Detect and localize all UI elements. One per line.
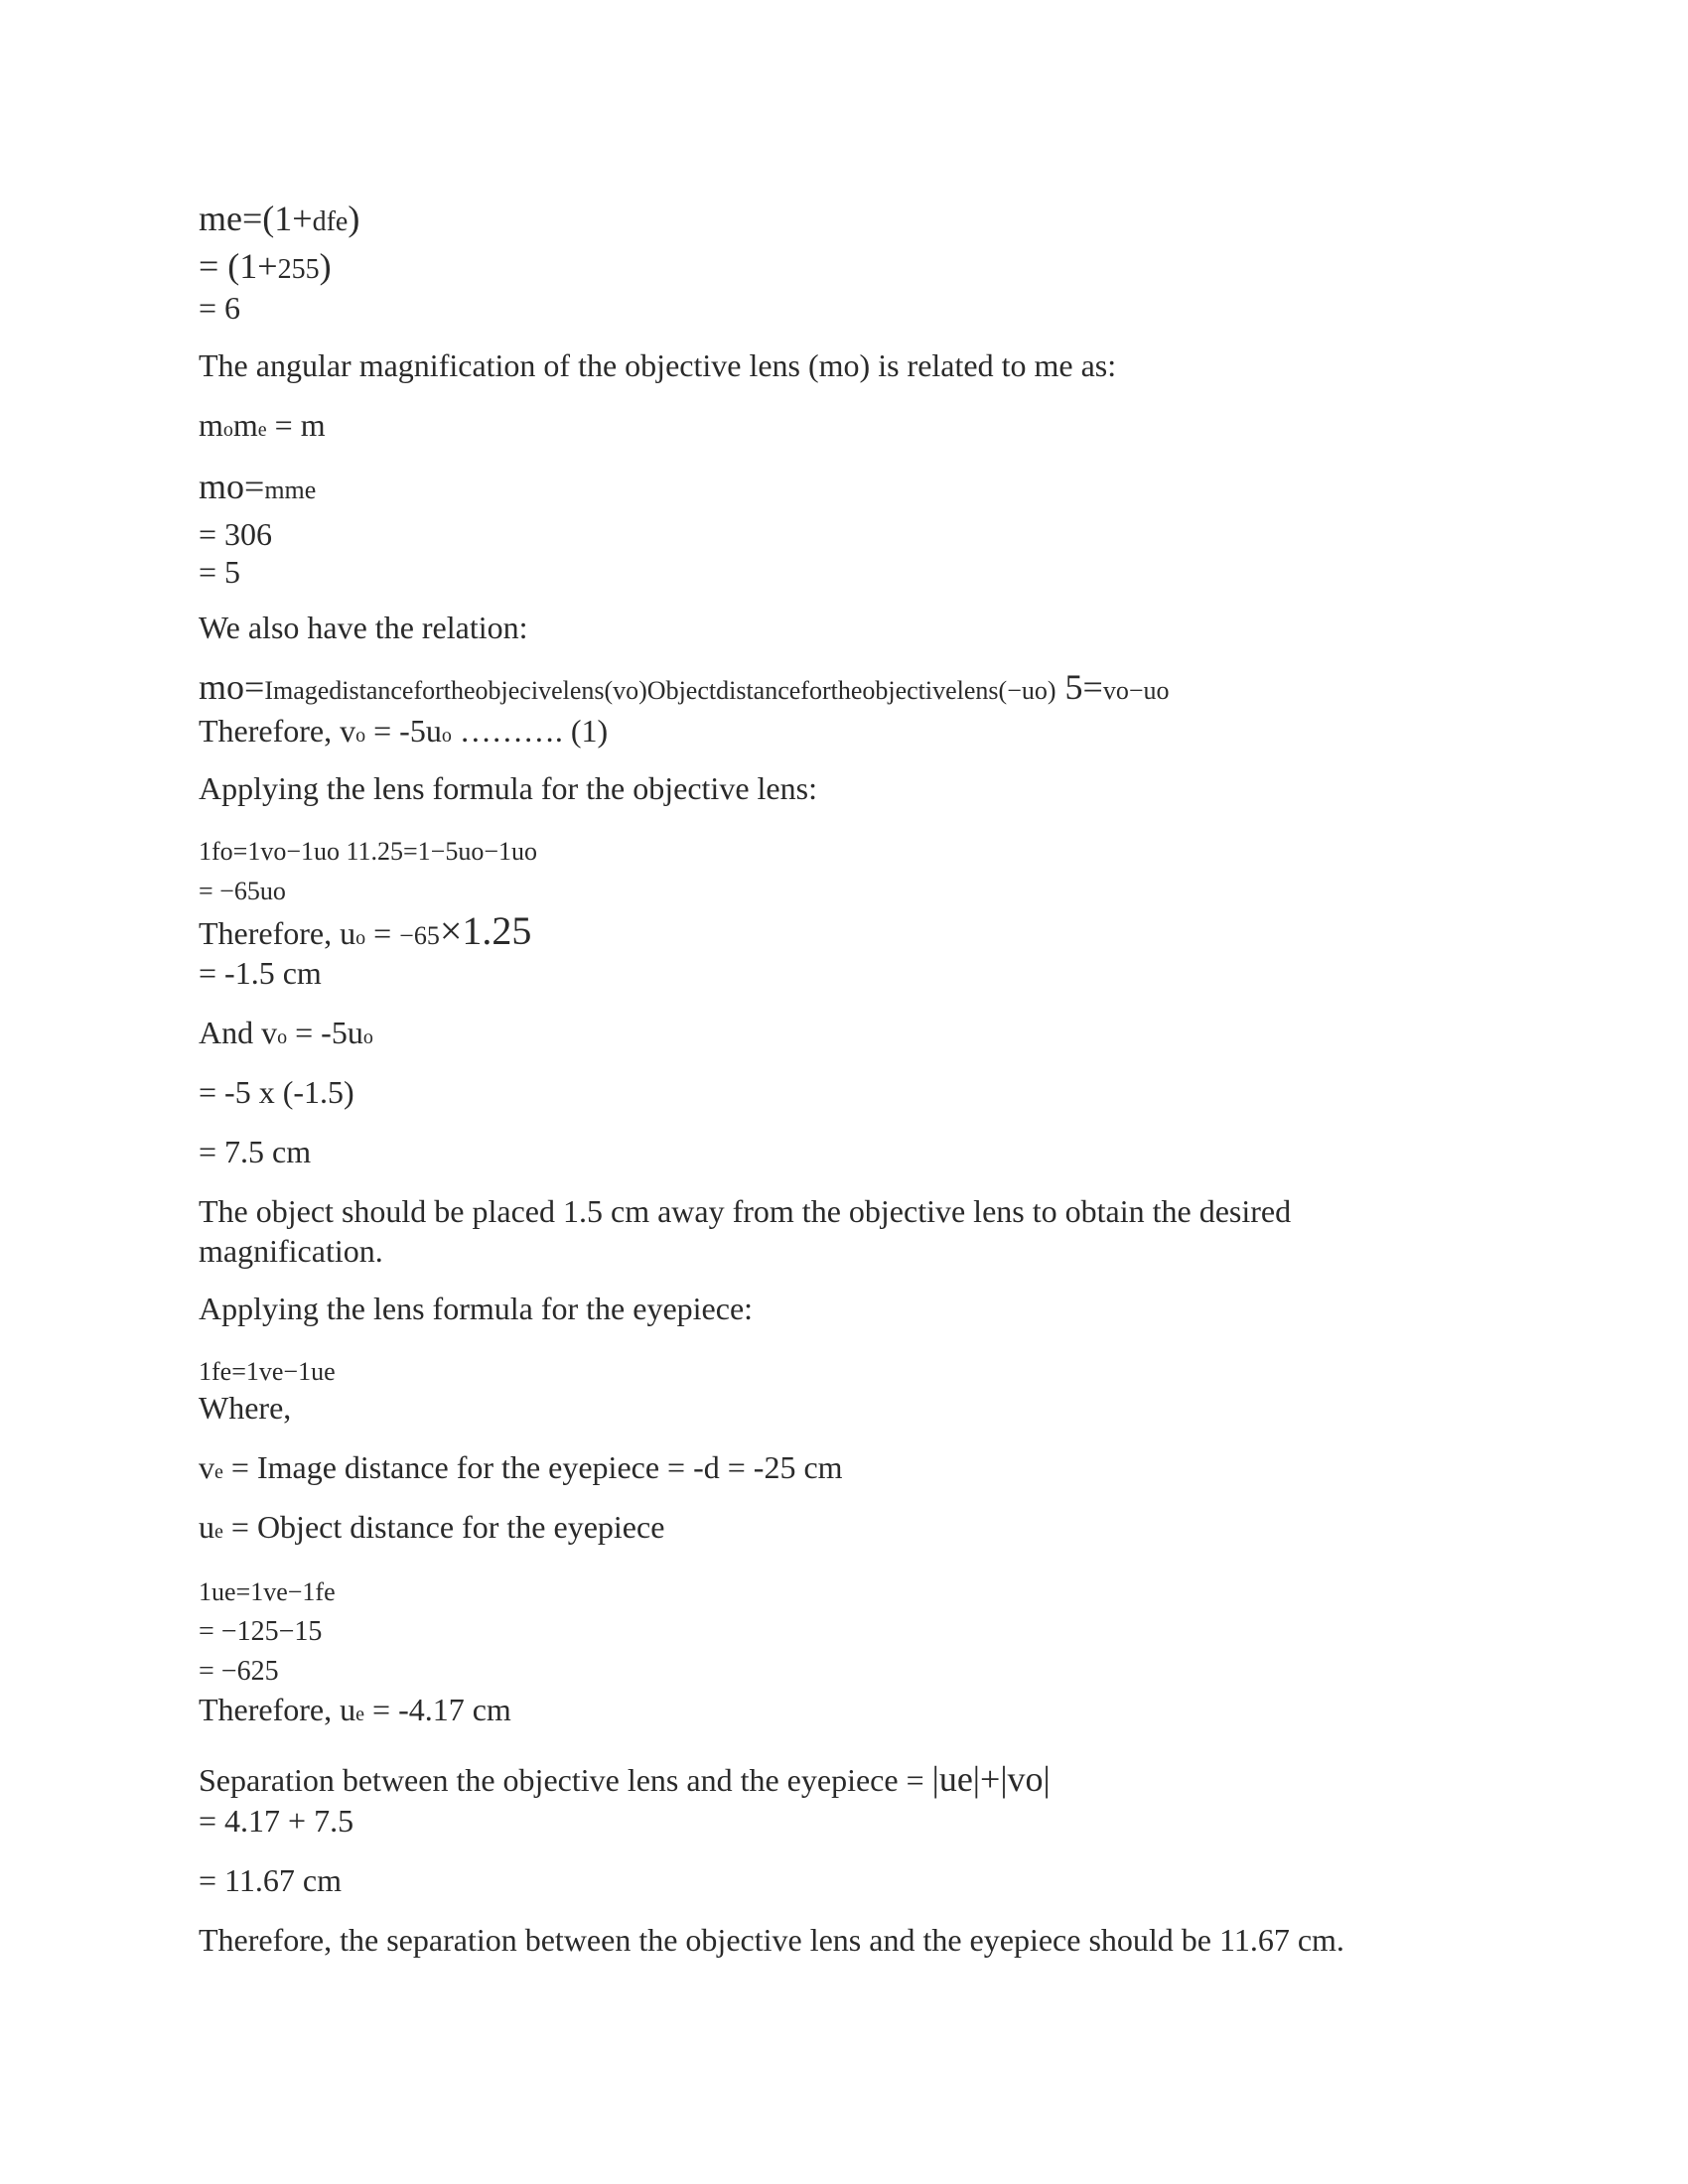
eyepiece-object-distance-result [199, 1690, 511, 1734]
o-subscript: o [355, 927, 366, 949]
o-subscript: o [362, 1026, 373, 1048]
image-distance-equation [199, 1013, 373, 1057]
paragraph-eyepiece-lens-formula: Applying the lens formula for the eyepiece: [199, 1291, 754, 1326]
m-symbol: m [232, 407, 258, 443]
formula-lhs: mo= [199, 467, 265, 506]
definition-image-distance [199, 1447, 843, 1492]
v-symbol: v [199, 1449, 214, 1485]
equation-text: And v [199, 1015, 278, 1050]
formula-product: ×1.25 [439, 908, 532, 953]
paragraph-object-placement: The object should be placed 1.5 cm away from the objective lens to obtain the desired [199, 1193, 1292, 1229]
separation-result: = 11.67 cm [199, 1862, 342, 1898]
formula-lhs: mo= [199, 667, 265, 707]
o-subscript: o [222, 419, 233, 441]
absolute-value-sum: |ue|+|vo| [931, 1759, 1051, 1799]
formula-open: =(1+ [241, 199, 313, 238]
eyepiece-simplified: = −625 [199, 1656, 279, 1687]
substitution-fraction: 255 [277, 254, 320, 285]
e-subscript: e [257, 419, 267, 441]
o-subscript: o [277, 1026, 288, 1048]
objective-lens-formula: 1fo=1vo−1uo 11.25=1−5uo−1uo [199, 837, 538, 866]
eyepiece-substitution: = −125−15 [199, 1616, 323, 1647]
definition-object-distance [199, 1507, 664, 1552]
equation-text: = -5u [365, 713, 442, 749]
paragraph-objective-lens-formula: Applying the lens formula for the objective lens: [199, 770, 817, 806]
equation-text: = [365, 915, 400, 951]
image-distance-result: = 7.5 cm [199, 1134, 312, 1169]
m-symbol: m [199, 407, 223, 443]
eyepiece-object-distance-formula: 1ue=1ve−1fe [199, 1577, 336, 1606]
eyepiece-magnification-result: = 6 [199, 290, 241, 326]
definition-text: = Object distance for the eyepiece [222, 1509, 665, 1545]
conclusion-paragraph: Therefore, the separation between the objective lens and the eyepiece should be 11.67 cm. [199, 1922, 1344, 1958]
formula-second-lhs: 5= [1055, 667, 1103, 707]
equation-text: = -4.17 cm [364, 1692, 511, 1727]
where-label: Where, [199, 1390, 292, 1426]
equation-text: Therefore, v [199, 713, 356, 749]
image-distance-substitution: = -5 x (-1.5) [199, 1074, 354, 1110]
formula-fraction: Imagedistancefortheobjecivelens(vo)Objectdistancefortheobjectivelens(−uo) [264, 676, 1056, 705]
object-distance-result: = -1.5 cm [199, 955, 322, 991]
formula-fraction: mme [264, 476, 317, 504]
paragraph-angular-magnification: The angular magnification of the objective lens (mo) is related to me as: [199, 347, 1117, 383]
objective-magnification-substitution: = 306 [199, 516, 273, 552]
substitution-close: ) [319, 246, 332, 286]
o-subscript: o [355, 725, 366, 747]
formula-lhs: me [199, 199, 242, 238]
substitution-open: = (1+ [199, 246, 278, 286]
formula-close: ) [348, 199, 360, 238]
separation-equation [199, 1759, 1051, 1800]
paragraph-object-placement-continued: magnification. [199, 1233, 383, 1269]
paragraph-relation: We also have the relation: [199, 610, 528, 645]
formula-fraction: dfe [312, 206, 349, 237]
equation-label: ………. (1) [451, 713, 609, 749]
separation-substitution: = 4.17 + 7.5 [199, 1803, 354, 1839]
eyepiece-magnification-formula [199, 199, 359, 242]
distance-ratio-formula [199, 667, 1170, 711]
formula-fraction: −65 [399, 921, 440, 950]
objective-magnification-result: = 5 [199, 554, 241, 590]
o-subscript: o [441, 725, 452, 747]
objective-lens-simplified: = −65uo [199, 877, 286, 905]
u-symbol: u [199, 1509, 214, 1545]
equation-rhs: = m [266, 407, 326, 443]
e-subscript: e [355, 1704, 365, 1725]
e-subscript: e [214, 1521, 223, 1543]
objective-magnification-formula [199, 467, 316, 510]
formula-second-fraction: vo−uo [1102, 676, 1170, 705]
object-distance-equation [199, 908, 532, 958]
e-subscript: e [214, 1461, 223, 1483]
equation-one [199, 711, 608, 755]
eyepiece-lens-formula: 1fe=1ve−1ue [199, 1357, 336, 1386]
equation-text: = -5u [287, 1015, 363, 1050]
definition-text: = Image distance for the eyepiece = -d = -25 cm [222, 1449, 843, 1485]
eyepiece-magnification-substitution [199, 246, 332, 290]
equation-text: Therefore, u [199, 1692, 356, 1727]
equation-text: Therefore, u [199, 915, 356, 951]
equation-text: Separation between the objective lens and the eyepiece = [199, 1762, 932, 1798]
magnification-product-equation [199, 405, 326, 450]
